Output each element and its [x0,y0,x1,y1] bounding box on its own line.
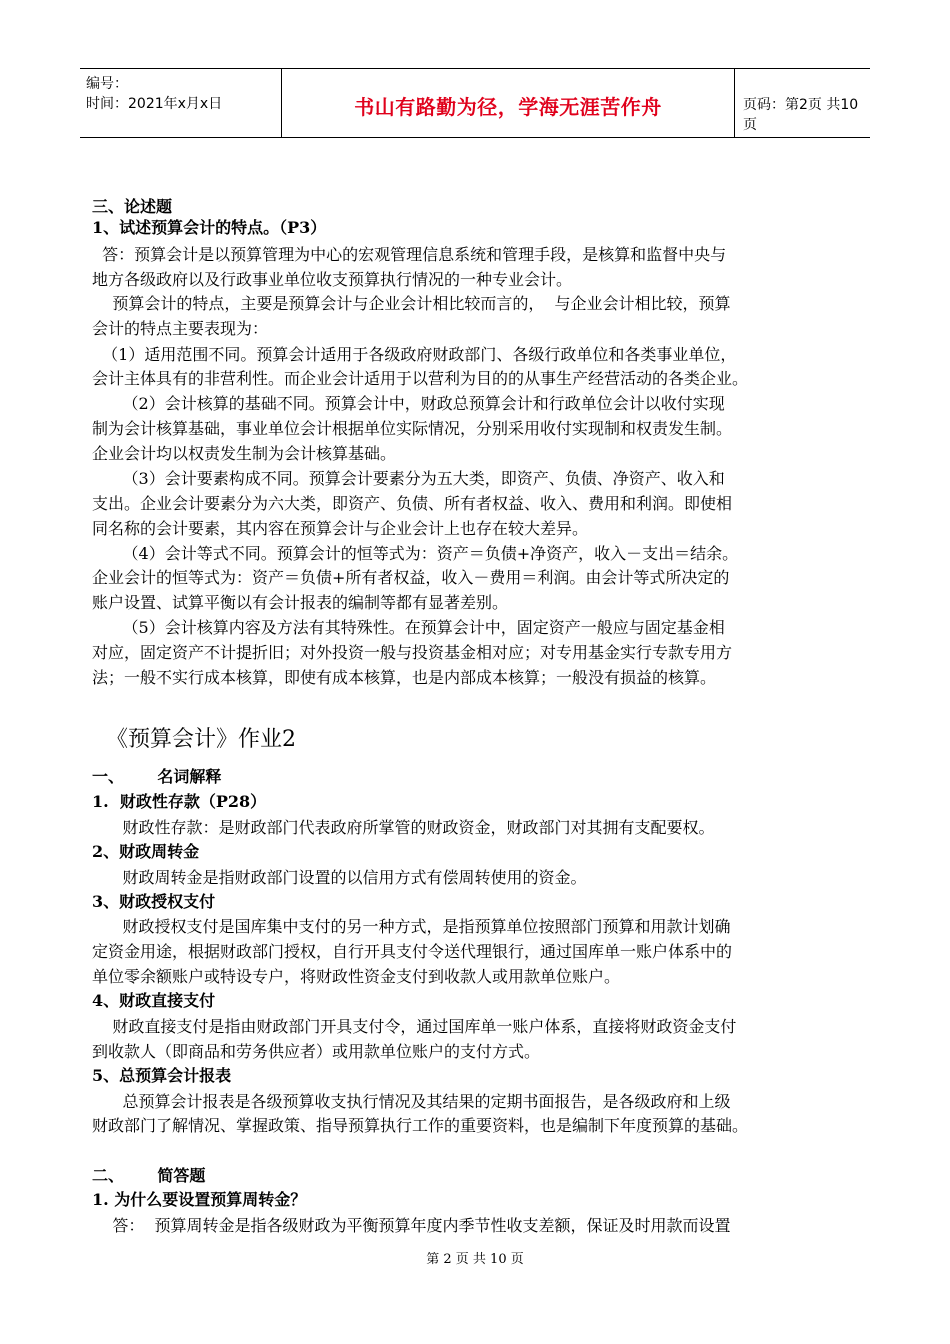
header-right-cell [735,69,870,137]
paragraph-line: （3）会计要素构成不同。预算会计要素分为五大类，即资产、负债、净资产、收入和 [92,469,725,488]
page-footer: 第 2 页 共 10 页 [426,1252,524,1267]
page-header [80,68,870,138]
term-heading: 4、财政直接支付 [92,991,216,1010]
paragraph-line: 会计主体具有的非营利性。而企业会计适用于以营利为目的的从事生产经营活动的各类企业。 [92,369,749,388]
paragraph-line: 同名称的会计要素，其内容在预算会计与企业会计上也存在较大差异。 [92,519,589,538]
paragraph-line: （5）会计核算内容及方法有其特殊性。在预算会计中，固定资产一般应与固定基金相 [92,618,725,637]
paragraph-line: 企业会计的恒等式为：资产＝负债+所有者权益，收入－费用＝利润。由会计等式所决定的 [92,568,730,587]
paragraph-line: 预算会计的特点，主要是预算会计与企业会计相比较而言的， 与企业会计相比较，预算 [92,294,731,313]
paragraph-line: 地方各级政府以及行政事业单位收支预算执行情况的一种专业会计。 [92,270,573,289]
paragraph-line: 答： 预算周转金是指各级财政为平衡预算年度内季节性收支差额，保证及时用款而设置 [92,1216,731,1235]
term-heading: 3、财政授权支付 [92,892,216,911]
paragraph-line: 定资金用途，根据财政部门授权，自行开具支付令送代理银行，通过国库单一账户体系中的 [92,942,733,961]
paragraph-line: 单位零余额账户或特设专户，将财政性资金支付到收款人或用款单位账户。 [92,967,621,986]
paragraph-line: 财政直接支付是指由财政部门开具支付令，通过国库单一账户体系，直接将财政资金支付 [92,1017,737,1036]
paragraph-line: 总预算会计报表是各级预算收支执行情况及其结果的定期书面报告，是各级政府和上级 [92,1092,731,1111]
question-heading: 1、试述预算会计的特点。（P3） [92,218,327,237]
paragraph-line: 账户设置、试算平衡以有会计报表的编制等都有显著差别。 [92,593,509,612]
section-heading: 三、论述题 [92,197,173,216]
paragraph-line: 财政性存款：是财政部门代表政府所掌管的财政资金，财政部门对其拥有支配要权。 [92,818,715,837]
paragraph-line: 到收款人（即商品和劳务供应者）或用款单位账户的支付方式。 [92,1042,541,1061]
header-middle-cell [281,69,735,137]
paragraph-line: 对应，固定资产不计提折旧；对外投资一般与投资基金相对应；对专用基金实行专款专用方 [92,643,733,662]
paragraph-line: （1）适用范围不同。预算会计适用于各级政府财政部门、各级行政单位和各类事业单位， [92,345,737,364]
term-heading: 2、财政周转金 [92,842,200,861]
paragraph-line: 支出。企业会计要素分为六大类，即资产、负债、所有者权益、收入、费用和利润。即使相 [92,494,733,513]
doc-time-label: 时间：2021年x月x日 [86,96,223,112]
page-number-label: 页码：第2页 共10页 [743,97,859,133]
paragraph-line: 财政周转金是指财政部门设置的以信用方式有偿周转使用的资金。 [92,868,587,887]
paragraph-line: 会计的特点主要表现为： [92,319,269,338]
assignment-title: 《预算会计》作业2 [106,727,296,752]
section-heading: 一、 名词解释 [92,767,222,786]
question-heading: 1. 为什么要设置预算周转金？ [92,1190,307,1209]
header-left-cell [80,69,281,137]
paragraph-line: （2）会计核算的基础不同。预算会计中，财政总预算会计和行政单位会计以收付实现 [92,394,725,413]
paragraph-line: 答：预算会计是以预算管理为中心的宏观管理信息系统和管理手段，是核算和监督中央与 [92,245,727,264]
section-heading: 二、 简答题 [92,1166,206,1185]
paragraph-line: 财政授权支付是国库集中支付的另一种方式，是指预算单位按照部门预算和用款计划确 [92,917,731,936]
paragraph-line: （4）会计等式不同。预算会计的恒等式为：资产＝负债+净资产，收入－支出＝结余。 [92,544,739,563]
paragraph-line: 财政部门了解情况、掌握政策、指导预算执行工作的重要资料，也是编制下年度预算的基础。 [92,1116,749,1135]
doc-number-label: 编号： [86,76,128,92]
term-heading: 5、总预算会计报表 [92,1066,232,1085]
paragraph-line: 法；一般不实行成本核算，即使有成本核算，也是内部成本核算；一般没有损益的核算。 [92,668,717,687]
header-motto: 书山有路勤为径，学海无涯苦作舟 [354,95,662,119]
term-heading: 1. 财政性存款（P28） [92,792,267,811]
paragraph-line: 制为会计核算基础，事业单位会计根据单位实际情况，分别采用收付实现制和权责发生制。 [92,419,733,438]
paragraph-line: 企业会计均以权责发生制为会计核算基础。 [92,444,397,463]
